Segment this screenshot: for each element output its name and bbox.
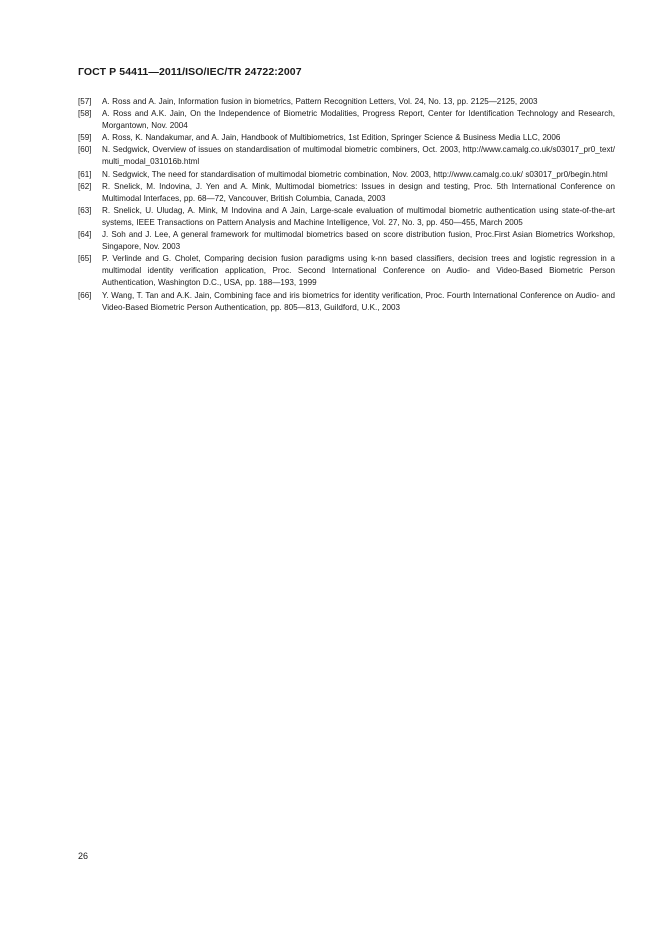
- reference-list: [78, 96, 615, 314]
- reference-number: [62]: [78, 181, 92, 191]
- reference-text: N. Sedgwick, Overview of issues on standardisation of multimodal biometric combiners, Oct. 2003, http://www.camalg.co.uk/s03017_pr0_text/ multi_modal_031016b.html: [102, 145, 615, 167]
- reference-item: [78, 205, 615, 229]
- reference-text: A. Ross, K. Nandakumar, and A. Jain, Handbook of Multibiometrics, 1st Edition, Springer Science & Business Media LLC, 2006: [102, 133, 561, 143]
- reference-item: [78, 181, 615, 205]
- reference-item: [78, 144, 615, 168]
- reference-text: P. Verlinde and G. Cholet, Comparing decision fusion paradigms using k-nn based classifiers, decision trees and logistic regression in a multimodal identity verification application, Proc. Second International Conference on Audio- and Video-Based Biometric Person Authentication, Washington D.C., USA, pp. 188—193, 1999: [102, 254, 615, 288]
- document-header: ГОСТ Р 54411—2011/ISO/IEC/TR 24722:2007: [78, 66, 302, 78]
- reference-text: R. Snelick, M. Indovina, J. Yen and A. Mink, Multimodal biometrics: Issues in design and testing, Proc. 5th International Conference on Multimodal Interfaces, pp. 68—72, Vancouver, British Columbia, Canada, 2003: [102, 181, 615, 203]
- reference-item: [78, 132, 615, 144]
- reference-item: [78, 169, 615, 181]
- reference-text: R. Snelick, U. Uludag, A. Mink, M Indovina and A Jain, Large-scale evaluation of multimodal biometric authentication using state-of-the-art systems, IEEE Transactions on Pattern Analysis and Machine Intelligence, Vol. 27, No. 3, pp. 450—455, March 2005: [102, 205, 615, 227]
- reference-text: A. Ross and A. Jain, Information fusion in biometrics, Pattern Recognition Letters, Vol. 24, No. 13, pp. 2125—2125, 2003: [102, 97, 538, 106]
- reference-number: [61]: [78, 169, 92, 179]
- reference-text: Y. Wang, T. Tan and A.K. Jain, Combining face and iris biometrics for identity verification, Proc. Fourth International Conference on Audio- and Video-Based Biometric Person Authentication, pp. 805—813, Guildford, U.K., 2003: [102, 290, 615, 312]
- reference-number: [58]: [78, 109, 92, 119]
- reference-text: J. Soh and J. Lee, A general framework for multimodal biometrics based on score distribution fusion, Proc.First Asian Biometrics Workshop, Singapore, Nov. 2003: [102, 230, 615, 252]
- reference-item: [78, 229, 615, 253]
- reference-item: [78, 108, 615, 132]
- reference-number: [64]: [78, 230, 92, 240]
- reference-number: [63]: [78, 205, 92, 215]
- reference-number: [60]: [78, 145, 92, 155]
- reference-text: A. Ross and A.K. Jain, On the Independence of Biometric Modalities, Progress Report, Center for Identification Technology and Research, Morgantown, Nov. 2004: [102, 109, 615, 131]
- reference-item: [78, 290, 615, 314]
- reference-item: [78, 253, 615, 289]
- reference-number: [57]: [78, 97, 92, 106]
- reference-text: N. Sedgwick, The need for standardisation of multimodal biometric combination, Nov. 2003, http://www.camalg.co.uk/ s03017_pr0/begin.html: [102, 169, 608, 179]
- reference-number: [65]: [78, 254, 92, 264]
- page-number: 26: [78, 851, 89, 861]
- reference-number: [66]: [78, 290, 92, 300]
- reference-item: [78, 96, 615, 108]
- reference-number: [59]: [78, 133, 92, 143]
